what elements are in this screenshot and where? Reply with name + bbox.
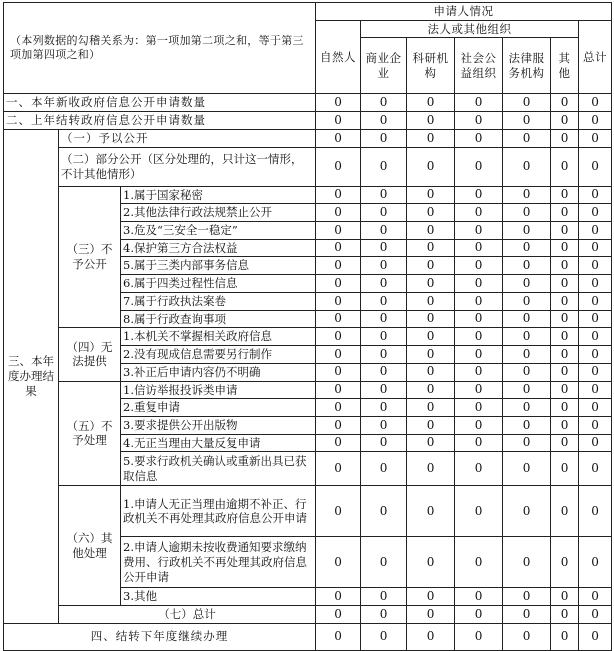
value-cell: 0: [407, 588, 455, 606]
value-cell: 0: [407, 623, 455, 650]
value-cell: 0: [407, 434, 455, 452]
value-cell: 0: [551, 381, 579, 399]
row-label: 2.没有现成信息需要另行制作: [121, 346, 316, 364]
value-cell: 0: [579, 147, 612, 186]
row-label: 1.信访举报投诉类申请: [121, 381, 316, 399]
value-cell: 0: [579, 204, 612, 222]
value-cell: 0: [503, 452, 551, 486]
value-cell: 0: [579, 416, 612, 434]
value-cell: 0: [551, 147, 579, 186]
value-cell: 0: [455, 452, 503, 486]
value-cell: 0: [455, 537, 503, 588]
row-label: 1.属于国家秘密: [121, 186, 316, 204]
table-row: [4, 112, 612, 130]
value-cell: 0: [551, 239, 579, 257]
value-cell: 0: [407, 606, 455, 624]
value-cell: 0: [551, 257, 579, 275]
table-row: [4, 328, 612, 346]
value-cell: 0: [503, 346, 551, 364]
value-cell: 0: [316, 452, 361, 486]
value-cell: 0: [316, 310, 361, 328]
row-label: （二）部分公开（区分处理的，只计这一情形，不计其他情形）: [59, 147, 316, 186]
row-label: 二、上年结转政府信息公开申请数量: [4, 112, 316, 130]
value-cell: 0: [579, 310, 612, 328]
row-label: （一）予以公开: [59, 129, 316, 147]
value-cell: 0: [407, 399, 455, 417]
value-cell: 0: [361, 275, 407, 293]
value-cell: 0: [551, 588, 579, 606]
natural-person-header: 自然人: [316, 20, 361, 94]
value-cell: 0: [407, 537, 455, 588]
row-label: 一、本年新收政府信息公开申请数量: [4, 94, 316, 112]
legal-service-header: 法律服务机构: [503, 38, 551, 94]
row-label: 8.属于行政查询事项: [121, 310, 316, 328]
value-cell: 0: [316, 275, 361, 293]
value-cell: 0: [579, 588, 612, 606]
value-cell: 0: [503, 606, 551, 624]
value-cell: 0: [455, 606, 503, 624]
value-cell: 0: [579, 623, 612, 650]
value-cell: 0: [455, 186, 503, 204]
value-cell: 0: [407, 147, 455, 186]
value-cell: 0: [361, 222, 407, 240]
value-cell: 0: [503, 147, 551, 186]
row-label: 3.危及“三安全一稳定”: [121, 222, 316, 240]
value-cell: 0: [503, 363, 551, 381]
value-cell: 0: [455, 328, 503, 346]
value-cell: 0: [407, 292, 455, 310]
value-cell: 0: [551, 275, 579, 293]
value-cell: 0: [407, 381, 455, 399]
value-cell: 0: [316, 129, 361, 147]
gov-info-disclosure-table: [3, 2, 612, 651]
value-cell: 0: [455, 346, 503, 364]
value-cell: 0: [316, 363, 361, 381]
value-cell: 0: [551, 222, 579, 240]
research-header: 科研机构: [407, 38, 455, 94]
row-label: 6.属于四类过程性信息: [121, 275, 316, 293]
total-header: 总计: [579, 20, 612, 94]
row-label: 2.重复申请: [121, 399, 316, 417]
value-cell: 0: [407, 452, 455, 486]
row-label: 5.属于三类内部事务信息: [121, 257, 316, 275]
other-header: 其他: [551, 38, 579, 94]
value-cell: 0: [503, 310, 551, 328]
value-cell: 0: [455, 204, 503, 222]
row-label: 3.其他: [121, 588, 316, 606]
value-cell: 0: [455, 399, 503, 417]
value-cell: 0: [361, 606, 407, 624]
value-cell: 0: [361, 292, 407, 310]
value-cell: 0: [579, 257, 612, 275]
table-row: [4, 186, 612, 204]
value-cell: 0: [455, 363, 503, 381]
value-cell: 0: [316, 147, 361, 186]
value-cell: 0: [551, 310, 579, 328]
value-cell: 0: [361, 204, 407, 222]
value-cell: 0: [455, 381, 503, 399]
value-cell: 0: [361, 381, 407, 399]
value-cell: 0: [579, 239, 612, 257]
value-cell: 0: [551, 363, 579, 381]
other-processing-group-label: （六）其他处理: [59, 486, 121, 606]
value-cell: 0: [407, 275, 455, 293]
value-cell: 0: [503, 204, 551, 222]
value-cell: 0: [361, 310, 407, 328]
note-cell: （本列数据的勾稽关系为：第一项加第二项之和，等于第三项加第四项之和）: [4, 3, 316, 94]
value-cell: 0: [455, 434, 503, 452]
row-label: 1.申请人无正当理由逾期不补正、行政机关不再处理其政府信息公开申请: [121, 486, 316, 537]
value-cell: 0: [407, 186, 455, 204]
value-cell: 0: [316, 416, 361, 434]
value-cell: 0: [551, 434, 579, 452]
value-cell: 0: [455, 94, 503, 112]
value-cell: 0: [503, 275, 551, 293]
value-cell: 0: [579, 399, 612, 417]
value-cell: 0: [361, 399, 407, 417]
value-cell: 0: [316, 292, 361, 310]
value-cell: 0: [361, 486, 407, 537]
cannot-provide-group-label: （四）无法提供: [59, 328, 121, 381]
value-cell: 0: [503, 222, 551, 240]
value-cell: 0: [316, 186, 361, 204]
value-cell: 0: [579, 275, 612, 293]
value-cell: 0: [503, 623, 551, 650]
value-cell: 0: [503, 434, 551, 452]
value-cell: 0: [455, 129, 503, 147]
value-cell: 0: [579, 363, 612, 381]
not-public-group-label: （三）不予公开: [59, 186, 121, 328]
value-cell: 0: [551, 537, 579, 588]
commercial-header: 商业企业: [361, 38, 407, 94]
value-cell: 0: [407, 257, 455, 275]
value-cell: 0: [407, 239, 455, 257]
value-cell: 0: [361, 434, 407, 452]
table-row: [4, 94, 612, 112]
value-cell: 0: [316, 328, 361, 346]
value-cell: 0: [551, 346, 579, 364]
legal-orgs-header: 法人或其他组织: [361, 20, 579, 38]
value-cell: 0: [361, 94, 407, 112]
value-cell: 0: [551, 399, 579, 417]
value-cell: 0: [361, 588, 407, 606]
value-cell: 0: [579, 328, 612, 346]
value-cell: 0: [503, 381, 551, 399]
value-cell: 0: [455, 257, 503, 275]
value-cell: 0: [361, 186, 407, 204]
value-cell: 0: [551, 328, 579, 346]
value-cell: 0: [579, 94, 612, 112]
table-row: [4, 147, 612, 186]
value-cell: 0: [551, 452, 579, 486]
table-row: [4, 623, 612, 650]
row-label: 2.申请人逾期未按收费通知要求缴纳费用、行政机关不再处理其政府信息公开申请: [121, 537, 316, 588]
value-cell: 0: [503, 537, 551, 588]
value-cell: 0: [503, 416, 551, 434]
value-cell: 0: [579, 606, 612, 624]
value-cell: 0: [407, 416, 455, 434]
value-cell: 0: [316, 486, 361, 537]
value-cell: 0: [316, 239, 361, 257]
table-row: [4, 381, 612, 399]
value-cell: 0: [503, 186, 551, 204]
value-cell: 0: [455, 292, 503, 310]
value-cell: 0: [503, 328, 551, 346]
row-label: 3.要求提供公开出版物: [121, 416, 316, 434]
social-header: 社会公益组织: [455, 38, 503, 94]
table-row: [4, 486, 612, 537]
value-cell: 0: [407, 112, 455, 130]
value-cell: 0: [455, 310, 503, 328]
value-cell: 0: [316, 537, 361, 588]
value-cell: 0: [316, 204, 361, 222]
value-cell: 0: [316, 623, 361, 650]
header-row-1: [4, 3, 612, 21]
value-cell: 0: [579, 486, 612, 537]
value-cell: 0: [407, 346, 455, 364]
value-cell: 0: [579, 186, 612, 204]
value-cell: 0: [579, 129, 612, 147]
value-cell: 0: [361, 416, 407, 434]
value-cell: 0: [551, 129, 579, 147]
value-cell: 0: [551, 486, 579, 537]
value-cell: 0: [551, 416, 579, 434]
value-cell: 0: [503, 292, 551, 310]
value-cell: 0: [361, 257, 407, 275]
value-cell: 0: [503, 588, 551, 606]
result-group-label: 三、本年度办理结果: [4, 129, 59, 623]
value-cell: 0: [551, 204, 579, 222]
value-cell: 0: [361, 452, 407, 486]
value-cell: 0: [455, 147, 503, 186]
row-label: 5.要求行政机关确认或重新出具已获取信息: [121, 452, 316, 486]
not-processed-group-label: （五）不予处理: [59, 381, 121, 486]
value-cell: 0: [316, 434, 361, 452]
value-cell: 0: [316, 346, 361, 364]
value-cell: 0: [316, 606, 361, 624]
value-cell: 0: [551, 292, 579, 310]
value-cell: 0: [455, 112, 503, 130]
value-cell: 0: [455, 222, 503, 240]
value-cell: 0: [503, 486, 551, 537]
value-cell: 0: [455, 416, 503, 434]
value-cell: 0: [361, 129, 407, 147]
value-cell: 0: [579, 452, 612, 486]
value-cell: 0: [503, 129, 551, 147]
value-cell: 0: [579, 222, 612, 240]
value-cell: 0: [579, 292, 612, 310]
row-label: 4.无正当理由大量反复申请: [121, 434, 316, 452]
value-cell: 0: [455, 623, 503, 650]
value-cell: 0: [551, 606, 579, 624]
value-cell: 0: [455, 275, 503, 293]
value-cell: 0: [579, 434, 612, 452]
value-cell: 0: [503, 94, 551, 112]
value-cell: 0: [551, 112, 579, 130]
value-cell: 0: [551, 94, 579, 112]
value-cell: 0: [361, 147, 407, 186]
value-cell: 0: [316, 257, 361, 275]
value-cell: 0: [503, 239, 551, 257]
value-cell: 0: [503, 399, 551, 417]
table-row: [4, 606, 612, 624]
value-cell: 0: [407, 328, 455, 346]
value-cell: 0: [455, 588, 503, 606]
value-cell: 0: [316, 94, 361, 112]
value-cell: 0: [551, 623, 579, 650]
value-cell: 0: [579, 381, 612, 399]
value-cell: 0: [407, 129, 455, 147]
value-cell: 0: [503, 257, 551, 275]
value-cell: 0: [361, 328, 407, 346]
value-cell: 0: [361, 112, 407, 130]
value-cell: 0: [503, 112, 551, 130]
row-label: （七）总计: [59, 606, 316, 624]
value-cell: 0: [407, 486, 455, 537]
table-row: [4, 129, 612, 147]
value-cell: 0: [407, 363, 455, 381]
row-label: 四、结转下年度继续办理: [4, 623, 316, 650]
value-cell: 0: [361, 623, 407, 650]
row-label: 3.补正后申请内容仍不明确: [121, 363, 316, 381]
value-cell: 0: [316, 399, 361, 417]
value-cell: 0: [579, 346, 612, 364]
value-cell: 0: [361, 363, 407, 381]
value-cell: 0: [455, 239, 503, 257]
value-cell: 0: [316, 222, 361, 240]
row-label: 7.属于行政执法案卷: [121, 292, 316, 310]
value-cell: 0: [407, 310, 455, 328]
value-cell: 0: [455, 486, 503, 537]
value-cell: 0: [551, 186, 579, 204]
value-cell: 0: [361, 239, 407, 257]
row-label: 1.本机关不掌握相关政府信息: [121, 328, 316, 346]
value-cell: 0: [407, 204, 455, 222]
value-cell: 0: [316, 588, 361, 606]
row-label: 4.保护第三方合法权益: [121, 239, 316, 257]
value-cell: 0: [579, 112, 612, 130]
value-cell: 0: [361, 346, 407, 364]
applicant-header: 申请人情况: [316, 3, 612, 21]
value-cell: 0: [361, 537, 407, 588]
value-cell: 0: [316, 112, 361, 130]
value-cell: 0: [579, 537, 612, 588]
row-label: 2.其他法律行政法规禁止公开: [121, 204, 316, 222]
value-cell: 0: [316, 381, 361, 399]
value-cell: 0: [407, 222, 455, 240]
value-cell: 0: [407, 94, 455, 112]
